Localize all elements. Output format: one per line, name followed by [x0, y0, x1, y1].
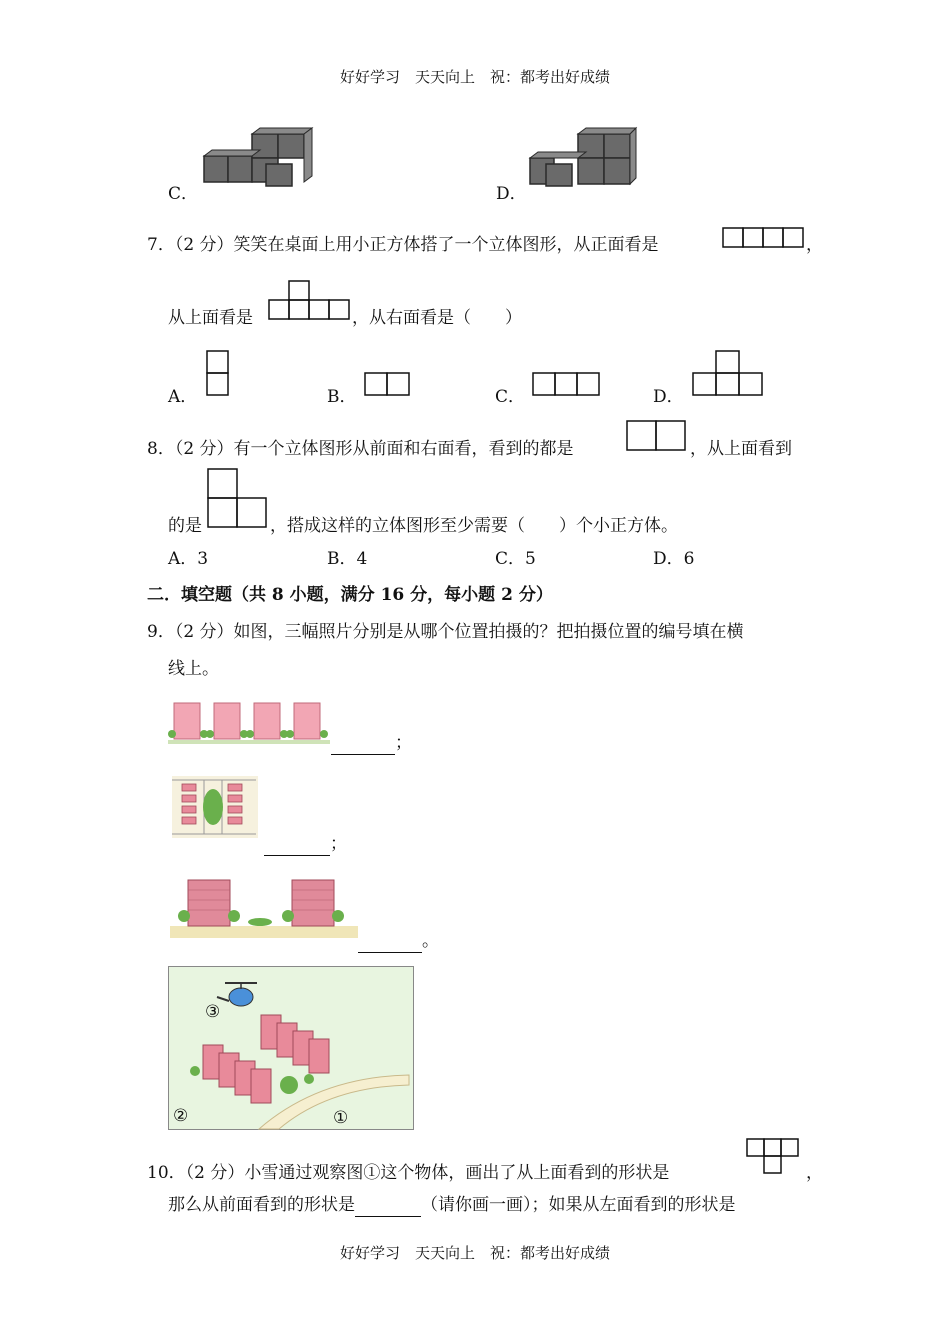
map-label-position-2: ②	[173, 1106, 189, 1126]
q8-option-c: C．5	[495, 549, 536, 569]
q9-stem-line1: 9．（2 分）如图，三幅照片分别是从哪个位置拍摄的？把拍摄位置的编号填在横	[147, 622, 744, 642]
map-label-position-3: ③	[205, 1002, 221, 1022]
q9-photo-1	[168, 700, 330, 746]
q8-stem-part1-end: ，从上面看到	[690, 439, 792, 459]
q7-option-b-figure	[364, 372, 412, 398]
q7-option-c-figure	[532, 372, 602, 398]
q6-option-d-label: D．	[496, 184, 527, 204]
q7-stem-part1: 7．（2 分）笑笑在桌面上用小正方体搭了一个立体图形，从正面看是	[147, 235, 659, 255]
q7-option-d-figure	[692, 350, 764, 398]
q8-front-right-view-figure	[626, 420, 688, 452]
q9-position-map	[168, 966, 414, 1130]
q10-stem-line1: 10．（2 分）小雪通过观察图①这个物体，画出了从上面看到的形状是	[147, 1163, 670, 1183]
q6-option-d-figure	[528, 128, 638, 188]
q8-top-view-figure	[207, 468, 269, 530]
q6-option-c-label: C．	[168, 184, 199, 204]
q9-photo-2	[172, 776, 260, 840]
q9-blank-3-row	[358, 930, 439, 953]
q8-stem-part3: ，搭成这样的立体图形至少需要（ ）个小正方体。	[270, 516, 678, 536]
page-footer: 好好学习 天天向上 祝：都考出好成绩	[339, 1244, 610, 1262]
q8-option-b: B．4	[327, 549, 368, 569]
q6-option-c-figure	[200, 128, 310, 188]
q9-stem-line2: 线上。	[168, 659, 219, 679]
q7-top-view-figure	[268, 280, 350, 322]
q10-stem-line1-end: ，	[806, 1163, 823, 1183]
q9-photo-3	[170, 876, 360, 940]
q9-blank-3-end: 。	[422, 931, 439, 951]
q9-blank-1[interactable]	[331, 732, 395, 755]
q9-blank-2-end: ；	[330, 834, 347, 854]
q7-stem-part1-end: ，	[806, 235, 823, 255]
q7-option-c-label: C．	[495, 387, 526, 407]
q8-option-a: A．3	[168, 549, 209, 569]
q7-option-a-label: A．	[168, 387, 198, 407]
q8-stem-part2: 的是	[168, 516, 202, 536]
q9-blank-3[interactable]	[358, 930, 422, 953]
page-header: 好好学习 天天向上 祝：都考出好成绩	[339, 68, 610, 86]
q7-option-a-figure	[206, 350, 230, 398]
q7-front-view-figure	[722, 227, 804, 249]
q7-stem-part2: 从上面看是	[168, 308, 253, 328]
map-label-position-1: ①	[333, 1108, 349, 1128]
q10-stem-line2	[168, 1194, 736, 1217]
q7-stem-part3: ，从右面看是（ ）	[352, 308, 522, 328]
q9-blank-2-row	[264, 833, 347, 856]
q7-option-b-label: B．	[327, 387, 357, 407]
q7-option-d-label: D．	[653, 387, 684, 407]
q8-stem-part1: 8．（2 分）有一个立体图形从前面和右面看，看到的都是	[147, 439, 574, 459]
q8-option-d: D．6	[653, 549, 695, 569]
section-2-title: 二．填空题（共 8 小题，满分 16 分，每小题 2 分）	[147, 585, 553, 605]
q10-stem-line2-a: 那么从前面看到的形状是	[168, 1195, 355, 1215]
q10-blank-front-view[interactable]	[355, 1194, 421, 1217]
q9-blank-1-end: ；	[395, 733, 412, 753]
q10-stem-line2-b: （请你画一画）；如果从左面看到的形状是	[421, 1195, 736, 1215]
q9-blank-1-row	[331, 732, 412, 755]
q9-blank-2[interactable]	[264, 833, 330, 856]
q10-top-view-figure	[746, 1138, 802, 1176]
